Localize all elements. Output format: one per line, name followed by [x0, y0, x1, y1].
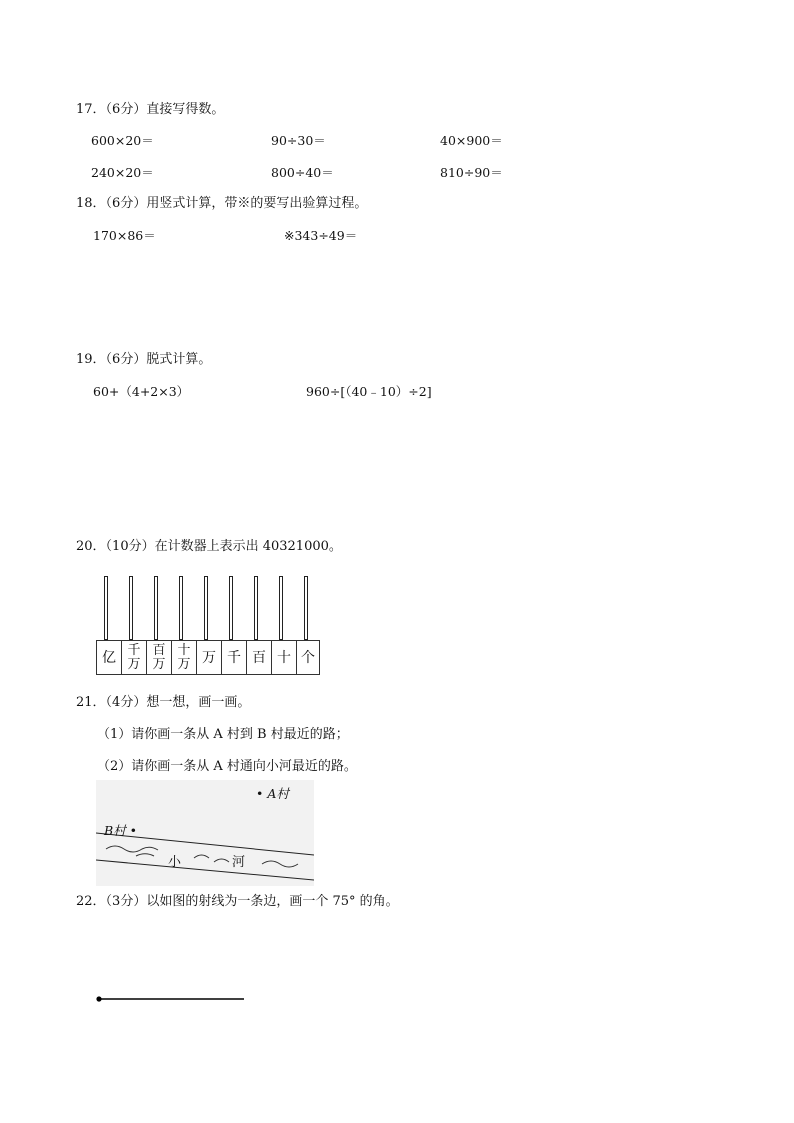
q17-item-3: 40×900＝ — [440, 133, 503, 148]
q19-title: 19．（6分）脱式计算。 — [76, 352, 212, 367]
abacus-place-labels — [96, 640, 320, 675]
ray-figure[interactable] — [94, 993, 248, 1005]
village-a-label: • A村 — [256, 786, 289, 801]
place-label-bai: 百 — [247, 641, 272, 674]
q21-sub-1: （1）请你画一条从 A 村到 B 村最近的路； — [97, 727, 349, 742]
abacus-rod[interactable] — [154, 576, 158, 640]
q17-item-5: 800÷40＝ — [271, 165, 334, 180]
q21-sub-2: （2）请你画一条从 A 村通向小河最近的路。 — [97, 759, 357, 774]
abacus-rod[interactable] — [304, 576, 308, 640]
place-label-baiwan: 百 万 — [147, 641, 172, 674]
q18-item-2: ※343÷49＝ — [284, 228, 358, 243]
q17-item-6: 810÷90＝ — [440, 165, 503, 180]
q19-item-1: 60+（4+2×3） — [93, 384, 190, 399]
q19-item-2: 960÷[（40﹣10）÷2] — [306, 384, 432, 399]
q20-title: 20．（10分）在计数器上表示出 40321000。 — [76, 539, 342, 554]
place-label-wan: 万 — [197, 641, 222, 674]
abacus-rod[interactable] — [104, 576, 108, 640]
q18-item-1: 170×86＝ — [93, 228, 156, 243]
river-label-2: 河 — [232, 855, 246, 870]
abacus-rod[interactable] — [179, 576, 183, 640]
place-label-shiwan: 十 万 — [172, 641, 197, 674]
q17-item-2: 90÷30＝ — [271, 133, 326, 148]
q21-title: 21．（4分）想一想，画一画。 — [76, 695, 251, 710]
q18-title: 18．（6分）用竖式计算，带※的要写出验算过程。 — [76, 196, 368, 211]
q17-title: 17．（6分）直接写得数。 — [76, 102, 225, 117]
abacus-rod[interactable] — [229, 576, 233, 640]
abacus-rod[interactable] — [254, 576, 258, 640]
abacus-rod[interactable] — [279, 576, 283, 640]
abacus-rod[interactable] — [204, 576, 208, 640]
q22-title: 22．（3分）以如图的射线为一条边，画一个 75° 的角。 — [76, 894, 399, 909]
place-label-ge: 个 — [301, 649, 315, 666]
q17-item-1: 600×20＝ — [91, 133, 154, 148]
place-label-qian: 千 — [222, 641, 247, 674]
abacus-rod[interactable] — [129, 576, 133, 640]
place-label-yi: 亿 — [97, 641, 122, 674]
place-label-qianwan: 千 万 — [122, 641, 147, 674]
village-b-label: B村 • — [104, 823, 138, 838]
q17-item-4: 240×20＝ — [91, 165, 154, 180]
place-label-shi: 十 — [272, 641, 297, 674]
river-label-1: 小 — [168, 855, 182, 870]
